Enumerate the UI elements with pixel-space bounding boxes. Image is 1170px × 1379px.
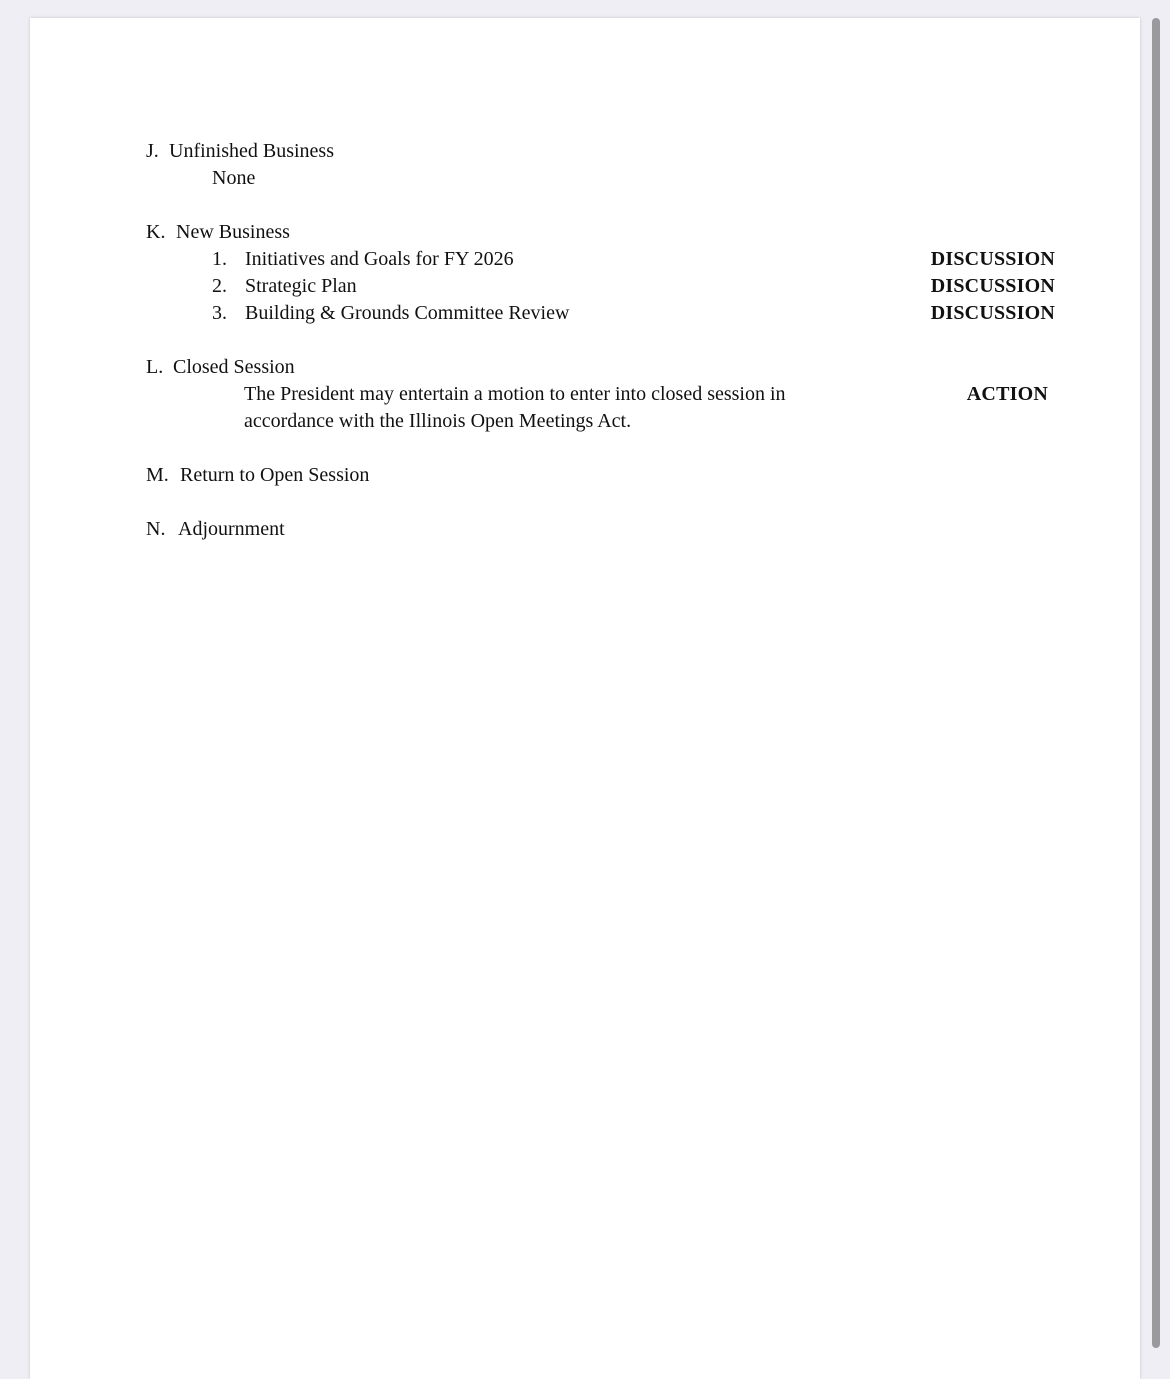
status-label: DISCUSSION xyxy=(930,302,1055,324)
closed-session-text-line-1: The President may entertain a motion to enter into closed session in xyxy=(244,383,786,405)
list-item-text: Strategic Plan xyxy=(245,275,357,297)
section-k-letter: K. xyxy=(146,221,166,243)
section-j-note: None xyxy=(212,167,256,189)
section-n-letter: N. xyxy=(146,518,166,540)
section-m-letter: M. xyxy=(146,464,169,486)
section-l-letter: L. xyxy=(146,356,164,378)
section-k-heading xyxy=(146,219,290,246)
section-j-heading xyxy=(146,138,334,165)
list-item xyxy=(212,273,357,300)
section-j-letter: J. xyxy=(146,140,159,162)
list-item xyxy=(212,300,569,327)
vertical-scrollbar[interactable] xyxy=(1152,18,1160,1348)
list-item-text: Initiatives and Goals for FY 2026 xyxy=(245,248,514,270)
status-label: DISCUSSION xyxy=(930,275,1055,297)
section-k-title: New Business xyxy=(176,221,290,243)
list-item-number: 1. xyxy=(212,248,227,270)
list-item xyxy=(212,246,514,273)
list-item-text: Building & Grounds Committee Review xyxy=(245,302,570,324)
closed-session-text-line-2: accordance with the Illinois Open Meetings Act. xyxy=(244,410,632,432)
section-j-title: Unfinished Business xyxy=(169,140,334,162)
status-label: DISCUSSION xyxy=(930,248,1055,270)
list-item-number: 2. xyxy=(212,275,227,297)
section-m-heading xyxy=(146,462,369,489)
section-n-heading xyxy=(146,516,285,543)
list-item-number: 3. xyxy=(212,302,227,324)
section-n-title: Adjournment xyxy=(178,518,285,540)
document-page xyxy=(30,18,1140,1379)
section-l-title: Closed Session xyxy=(173,356,295,378)
section-l-heading xyxy=(146,354,295,381)
status-label: ACTION xyxy=(966,383,1048,405)
section-m-title: Return to Open Session xyxy=(180,464,370,486)
